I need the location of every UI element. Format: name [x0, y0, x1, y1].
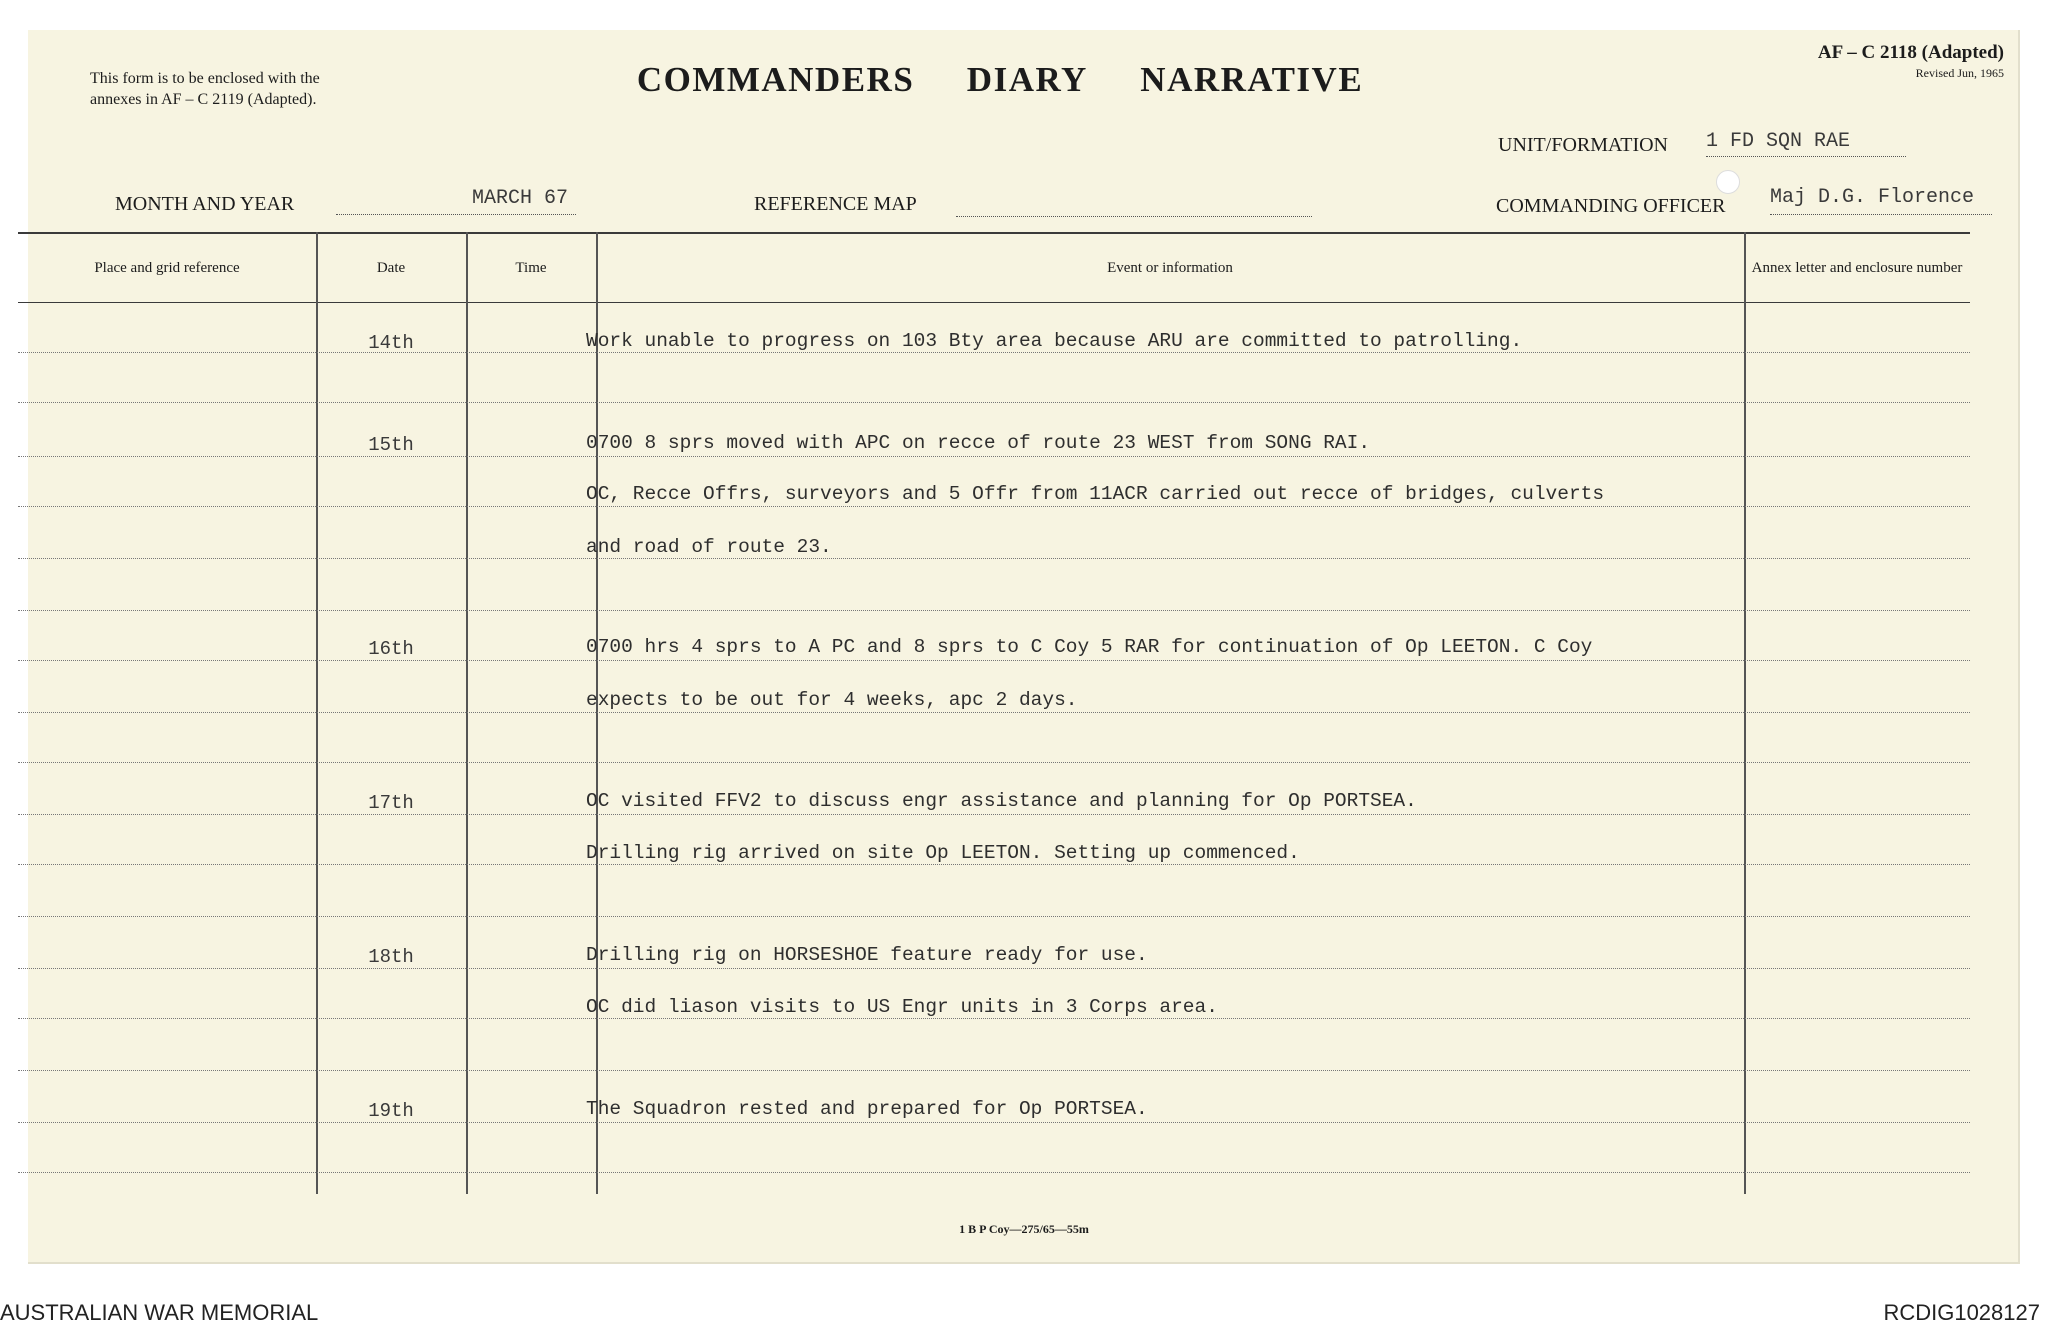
ruling-line: [18, 814, 1970, 815]
form-number: AF – C 2118 (Adapted): [1817, 42, 2004, 63]
ruling-line: [18, 864, 1970, 865]
col-divider-4: [1744, 232, 1746, 1194]
entry-date: 15th: [368, 434, 414, 456]
title-word-2: DIARY: [966, 60, 1088, 99]
entry-line: OC, Recce Offrs, surveyors and 5 Offr from 11ACR carried out recce of bridges, culverts: [586, 483, 1605, 505]
month-year-value: MARCH 67: [336, 187, 576, 215]
enclosure-note-line2: annexes in AF – C 2119 (Adapted).: [90, 91, 317, 108]
printer-imprint: 1 B P Coy—275/65—55m: [959, 1222, 1089, 1236]
punch-hole: [1716, 170, 1740, 194]
ruling-line: [18, 506, 1970, 507]
entry-line: Drilling rig arrived on site Op LEETON. Setting up commenced.: [586, 842, 1300, 864]
ruling-line: [18, 558, 1970, 559]
commanding-officer-value: Maj D.G. Florence: [1770, 186, 1992, 215]
entry-date: 18th: [368, 946, 414, 968]
footer-archive-name: AUSTRALIAN WAR MEMORIAL: [0, 1300, 319, 1325]
ruling-line: [18, 660, 1970, 661]
ruling-line: [18, 352, 1970, 353]
col-header-date: Date: [376, 259, 406, 276]
ruling-line: [18, 456, 1970, 457]
col-header-place: Place and grid reference: [94, 259, 240, 276]
col-divider-1: [316, 232, 318, 1194]
entry-line: expects to be out for 4 weeks, apc 2 days.: [586, 689, 1078, 711]
ruling-line: [18, 712, 1970, 713]
ruling-line: [18, 1172, 1970, 1173]
reference-map-label: REFERENCE MAP: [754, 193, 917, 215]
entry-date: 16th: [368, 638, 414, 660]
entry-date: 14th: [368, 332, 414, 354]
ruling-line: [18, 1122, 1970, 1123]
unit-label: UNIT/FORMATION: [1498, 134, 1668, 156]
commanding-officer-label: COMMANDING OFFICER: [1496, 195, 1726, 217]
entry-date: 19th: [368, 1100, 414, 1122]
entry-line: OC did liason visits to US Engr units in 3 Corps area.: [586, 996, 1218, 1018]
ruling-line: [18, 762, 1970, 763]
ruling-line: [18, 1070, 1970, 1071]
col-divider-3: [596, 232, 598, 1194]
ruling-line: [18, 610, 1970, 611]
entry-line: and road of route 23.: [586, 536, 832, 558]
enclosure-note-line1: This form is to be enclosed with the: [90, 70, 320, 87]
ruling-line: [18, 916, 1970, 917]
title-word-1: COMMANDERS: [636, 60, 915, 99]
col-header-event: Event or information: [1107, 259, 1233, 276]
title-word-3: NARRATIVE: [1140, 60, 1364, 99]
ruling-line: [18, 1018, 1970, 1019]
col-divider-2: [466, 232, 468, 1194]
form-number-block: [1818, 42, 2004, 81]
entry-line: The Squadron rested and prepared for Op PORTSEA.: [586, 1098, 1148, 1120]
entry-line: OC visited FFV2 to discuss engr assistance and planning for Op PORTSEA.: [586, 790, 1417, 812]
entry-line: 0700 hrs 4 sprs to A PC and 8 sprs to C Coy 5 RAR for continuation of Op LEETON. C Coy: [586, 636, 1593, 658]
revised-date: Revised Jun, 1965: [1915, 66, 2004, 80]
entry-line: Drilling rig on HORSESHOE feature ready for use.: [586, 944, 1148, 966]
ruling-line: [18, 968, 1970, 969]
entry-date: 17th: [368, 792, 414, 814]
footer-record-id: RCDIG1028127: [1883, 1300, 2040, 1325]
ruling-line: [18, 402, 1970, 403]
unit-value: 1 FD SQN RAE: [1706, 130, 1906, 157]
month-year-label: MONTH AND YEAR: [115, 193, 295, 215]
entry-line: 0700 8 sprs moved with APC on recce of route 23 WEST from SONG RAI.: [586, 432, 1371, 454]
entry-line: Work unable to progress on 103 Bty area because ARU are committed to patrolling.: [586, 330, 1523, 352]
col-header-time: Time: [515, 259, 547, 276]
header-bottom-rule: [18, 302, 1970, 303]
diary-table: [18, 202, 1970, 1202]
form-title: [0, 60, 2000, 100]
col-header-annex: Annex letter and enclosure number: [1751, 259, 1963, 276]
